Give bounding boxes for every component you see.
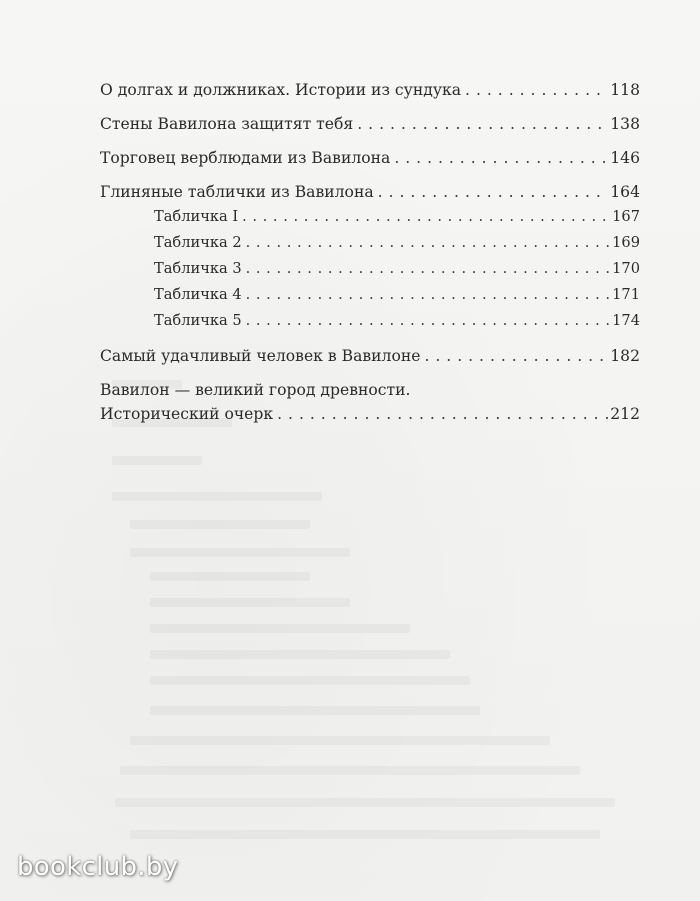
bleed-through-line (130, 548, 350, 557)
toc-page-number: 169 (612, 234, 640, 251)
bleed-through-line (150, 624, 410, 633)
toc-entry-second-line (100, 402, 640, 426)
toc-page-number: 182 (610, 347, 640, 365)
toc-subentry-title: Табличка I (154, 208, 239, 225)
watermark-logo: bookclub.by (17, 852, 179, 882)
dot-leader (277, 402, 608, 426)
toc-entry[interactable] (100, 78, 640, 102)
toc-page-number: 138 (610, 115, 640, 133)
toc-entry[interactable] (100, 344, 640, 368)
dot-leader (246, 282, 610, 308)
toc-subentry[interactable] (100, 282, 640, 308)
toc-subentry-title: Табличка 2 (154, 234, 242, 251)
toc-entry-title: Глиняные таблички из Вавилона (100, 183, 374, 201)
toc-entry[interactable] (100, 146, 640, 170)
toc-entry-multiline[interactable] (100, 378, 640, 426)
toc-subentry-title: Табличка 4 (154, 286, 242, 303)
toc-entry-title: Торговец верблюдами из Вавилона (100, 149, 391, 167)
toc-page-number: 164 (610, 183, 640, 201)
dot-leader (357, 112, 608, 136)
bleed-through-line (130, 830, 600, 839)
toc-subentry[interactable] (100, 230, 640, 256)
toc-entry[interactable] (100, 112, 640, 136)
toc-page-number: 167 (612, 208, 640, 225)
toc-page-number: 212 (610, 405, 640, 423)
bleed-through-line (150, 676, 470, 685)
bleed-through-line (130, 520, 310, 529)
toc-page-number: 146 (610, 149, 640, 167)
toc-entry-title-line2: Исторический очерк (100, 405, 274, 423)
toc-entry-title-line1: Вавилон — великий город древности. (100, 381, 411, 399)
toc-page-number: 171 (612, 286, 640, 303)
dot-leader (424, 344, 608, 368)
dot-leader (246, 308, 610, 334)
dot-leader (242, 204, 610, 230)
dot-leader (394, 146, 608, 170)
dot-leader (465, 78, 608, 102)
bleed-through-line (130, 736, 550, 745)
toc-page-number: 174 (612, 312, 640, 329)
toc-subentry[interactable] (100, 308, 640, 334)
bleed-through-line (112, 456, 202, 465)
dot-leader (246, 256, 610, 282)
table-of-contents (100, 78, 640, 426)
bleed-through-line (120, 766, 580, 775)
toc-entry-title: О долгах и должниках. Истории из сундука (100, 81, 462, 99)
toc-subentry-title: Табличка 3 (154, 260, 242, 277)
toc-subentry[interactable] (100, 204, 640, 230)
bleed-through-line (150, 706, 480, 715)
bleed-through-line (112, 492, 322, 501)
toc-entry-title: Самый удачливый человек в Вавилоне (100, 347, 421, 365)
toc-entry-title: Стены Вавилона защитят тебя (100, 115, 354, 133)
bleed-through-line (150, 572, 310, 581)
toc-subentry-title: Табличка 5 (154, 312, 242, 329)
bleed-through-line (115, 798, 615, 807)
dot-leader (246, 230, 610, 256)
bleed-through-line (150, 598, 350, 607)
toc-subentry[interactable] (100, 256, 640, 282)
bleed-through-line (150, 650, 450, 659)
dot-leader (378, 180, 609, 204)
toc-entry[interactable] (100, 180, 640, 204)
toc-page-number: 170 (612, 260, 640, 277)
toc-page-number: 118 (610, 81, 640, 99)
